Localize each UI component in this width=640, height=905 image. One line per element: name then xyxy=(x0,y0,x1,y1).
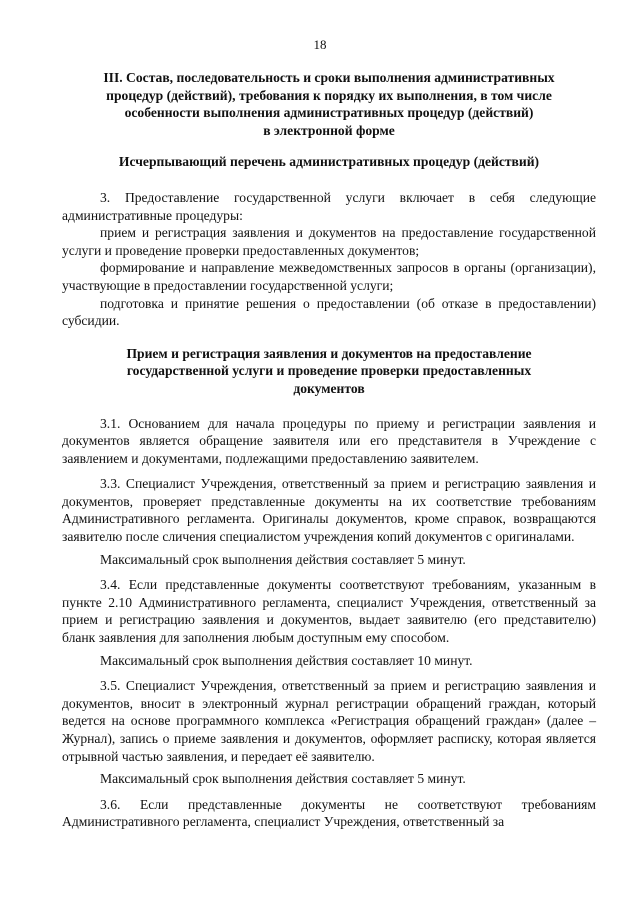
paragraph-3-1: 3.1. Основанием для начала процедуры по приему и регистрации заявления и документов является обращение заявителя или его представителя в Учреждение с заявлением и документами, подлежащими предоставлению заявителем. xyxy=(62,415,596,466)
section-heading-line: особенности выполнения административных процедур (действий) xyxy=(124,105,534,121)
paragraph: 3. Предоставление государственной услуги включает в себя следующие административные процедуры: xyxy=(62,189,596,223)
procedure-heading xyxy=(62,345,596,398)
procedure-heading-line: государственной услуги и проведение проверки предоставленных xyxy=(126,363,532,379)
procedure-heading-line: Прием и регистрация заявления и документов на предоставление xyxy=(126,345,532,361)
paragraph-3-5: 3.5. Специалист Учреждения, ответственный за прием и регистрацию заявления и документов, вносит в электронный журнал регистрации обращений граждан, который ведется на основе программного комплекса «Регистрация обращений граждан» (далее – Журнал), запись о приеме заявления и документов, оформляет расписку, которая является отрывной частью заявления, и передает её заявителю. xyxy=(62,678,596,764)
page-content xyxy=(62,69,596,831)
section-heading xyxy=(62,69,596,139)
paragraph-3-3: 3.3. Специалист Учреждения, ответственный за прием и регистрацию заявления и документов, проверяет представленные документы на их соответствие требованиям Административного регламента. Оригиналы документов, кроме справок, возвращаются заявителю после сличения специалистом учреждения копий документов с оригиналами. xyxy=(62,476,596,545)
section-heading-line: III. Состав, последовательность и сроки выполнения административных xyxy=(103,70,555,85)
section-heading-line: в электронной форме xyxy=(263,122,395,138)
section-heading-line: процедур (действий), требования к порядку их выполнения, в том числе xyxy=(106,87,552,103)
max-duration-note: Максимальный срок выполнения действия составляет 5 минут. xyxy=(100,771,466,787)
paragraph-3-6: 3.6. Если представленные документы не соответствуют требованиям Административного регламента, специалист Учреждения, ответственный за xyxy=(62,796,596,830)
paragraph-3-4: 3.4. Если представленные документы соответствуют требованиям, указанным в пункте 2.10 Административного регламента, специалист Учреждения, ответственный за прием и регистрацию заявления и документов, выдает заявителю (его представителю) бланк заявления для заполнения любым доступным ему способом. xyxy=(62,577,596,646)
list-item: прием и регистрация заявления и документов на предоставление государственной услуги и проведение проверки предоставленных документов; xyxy=(62,225,596,258)
procedure-heading-line: документов xyxy=(293,380,365,396)
max-duration-note: Максимальный срок выполнения действия составляет 10 минут. xyxy=(100,652,473,668)
list-item: подготовка и принятие решения о предоставлении (об отказе в предоставлении) субсидии. xyxy=(62,295,596,329)
max-duration-note: Максимальный срок выполнения действия составляет 5 минут. xyxy=(100,551,466,567)
list-item: формирование и направление межведомственных запросов в органы (организации), участвующие в предоставлении государственной услуги; xyxy=(62,260,596,293)
page-number: 18 xyxy=(313,37,327,52)
subheading: Исчерпывающий перечень административных процедур (действий) xyxy=(118,154,540,170)
